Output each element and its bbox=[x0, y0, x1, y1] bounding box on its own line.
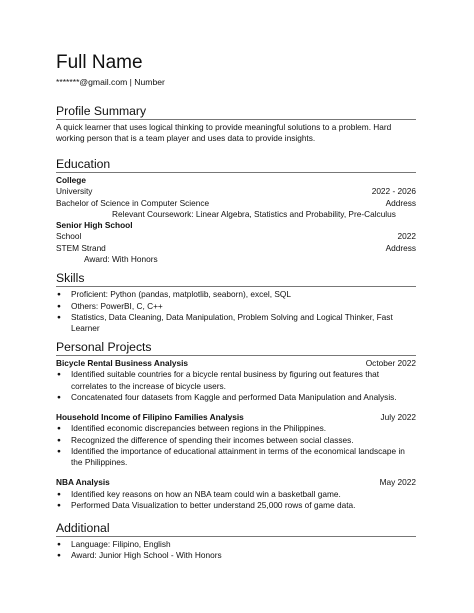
shs-award: Award: With Honors bbox=[84, 254, 158, 265]
college-row bbox=[56, 186, 416, 197]
list-item: ● Recognized the difference of spending their incomes between social classes. bbox=[56, 435, 416, 446]
projects-section bbox=[56, 340, 416, 511]
college-heading: College bbox=[56, 175, 86, 185]
college-school: University bbox=[56, 186, 93, 197]
education-section bbox=[56, 157, 416, 265]
profile-heading: Profile Summary bbox=[56, 104, 147, 118]
section-divider bbox=[56, 172, 416, 173]
project-name: Household Income of Filipino Families Analysis bbox=[56, 412, 244, 423]
shs-heading: Senior High School bbox=[56, 220, 133, 231]
project-date: May 2022 bbox=[379, 477, 416, 488]
list-item: ● Identified suitable countries for a bicycle rental business by figuring out features that correlates to the increase of bicycle users. bbox=[56, 369, 416, 391]
list-item: ● Language: Filipino, English bbox=[56, 539, 416, 550]
list-item: ● Identified the importance of educational attainment in terms of the economical landscape in the Philippines. bbox=[56, 446, 416, 468]
shs-school: School bbox=[56, 231, 82, 242]
project-entry bbox=[56, 358, 416, 403]
college-address: Address bbox=[385, 197, 416, 208]
person-name: Full Name bbox=[56, 52, 143, 73]
project-entry bbox=[56, 412, 416, 468]
additional-heading: Additional bbox=[56, 520, 110, 535]
project-entry bbox=[56, 477, 416, 511]
projects-heading: Personal Projects bbox=[56, 340, 152, 355]
list-item: ● Award: Junior High School - With Honors bbox=[56, 550, 416, 561]
shs-year: 2022 bbox=[397, 231, 416, 242]
list-item: ● Identified key reasons on how an NBA team could win a basketball game. bbox=[56, 489, 416, 500]
project-date: October 2022 bbox=[365, 358, 416, 369]
project-date: July 2022 bbox=[380, 412, 416, 423]
shs-strand-row bbox=[56, 243, 416, 254]
project-name: Bicycle Rental Business Analysis bbox=[56, 358, 189, 369]
additional-section bbox=[56, 521, 416, 561]
section-divider bbox=[56, 286, 416, 287]
project-header bbox=[56, 358, 416, 369]
college-degree: Bachelor of Science in Computer Science bbox=[56, 197, 210, 208]
shs-address: Address bbox=[385, 242, 416, 253]
list-item: ● Performed Data Visualization to better understand 25,000 rows of game data. bbox=[56, 500, 416, 511]
project-header bbox=[56, 412, 416, 423]
contact-line: *******@gmail.com | Number bbox=[56, 77, 165, 87]
skills-section bbox=[56, 271, 416, 334]
education-heading: Education bbox=[56, 157, 111, 171]
list-item: ● Others: PowerBI, C, C++ bbox=[56, 301, 416, 312]
shs-strand: STEM Strand bbox=[56, 242, 106, 253]
profile-text: A quick learner that uses logical thinking to provide meaningful solutions to a problem. Hard working person that is a team player and uses data to provide insights. bbox=[56, 122, 392, 143]
project-name: NBA Analysis bbox=[56, 477, 110, 488]
list-item: ● Proficient: Python (pandas, matplotlib, seaborn), excel, SQL bbox=[56, 289, 416, 300]
resume-page bbox=[56, 52, 416, 561]
list-item: ● Identified economic discrepancies between regions in the Philippines. bbox=[56, 423, 416, 434]
section-divider bbox=[56, 119, 416, 120]
college-degree-row bbox=[56, 198, 416, 209]
profile-section bbox=[56, 104, 416, 144]
skills-heading: Skills bbox=[56, 271, 85, 286]
college-years: 2022 - 2026 bbox=[371, 186, 416, 197]
shs-row bbox=[56, 231, 416, 242]
list-item: ● Statistics, Data Cleaning, Data Manipulation, Problem Solving and Logical Thinker, Fast Learner bbox=[56, 312, 416, 334]
project-header bbox=[56, 477, 416, 488]
college-coursework: Relevant Coursework: Linear Algebra, Statistics and Probability, Pre-Calculus bbox=[112, 208, 396, 219]
skills-list bbox=[56, 289, 416, 334]
list-item: ● Concatenated four datasets from Kaggle and performed Data Manipulation and Analysis. bbox=[56, 392, 416, 403]
section-divider bbox=[56, 355, 416, 356]
additional-list bbox=[56, 539, 416, 561]
section-divider bbox=[56, 536, 416, 537]
